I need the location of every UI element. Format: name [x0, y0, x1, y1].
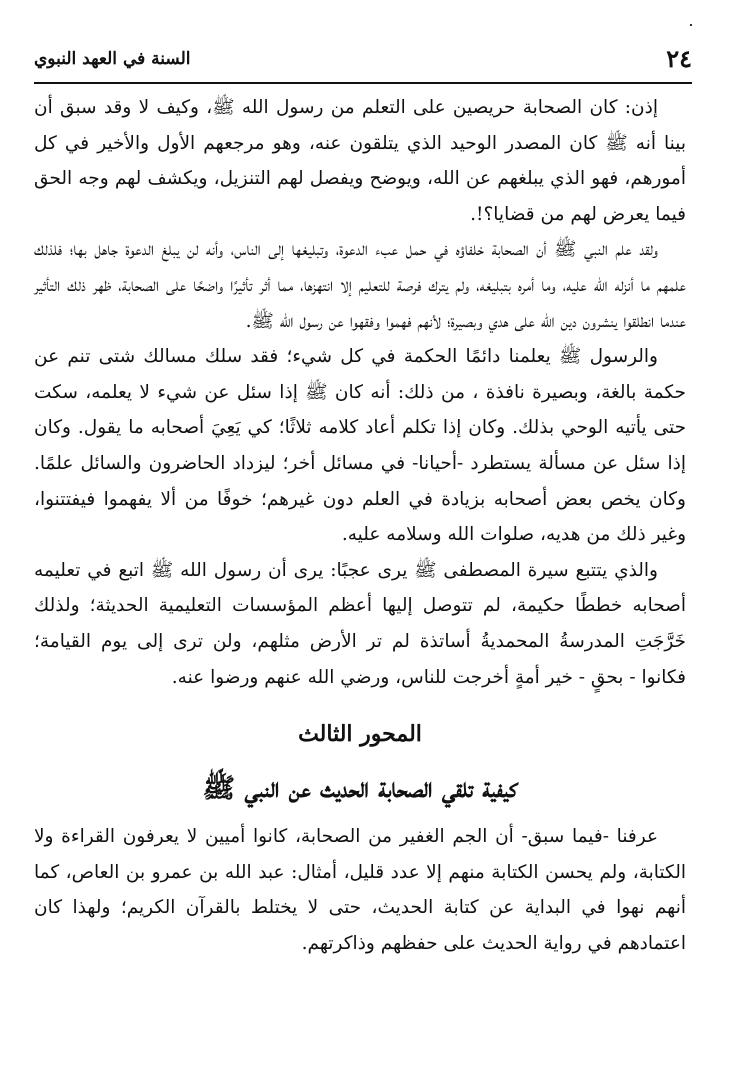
chapter-title: كيفية تلقي الصحابة الحديث عن النبي ﷺ	[202, 773, 518, 805]
section-title: المحور الثالث	[298, 721, 422, 748]
paragraph-3: والرسول ﷺ يعلمنا دائمًا الحكمة في كل شيء؛ فقد سلك مسالك شتى تنم عن حكمة بالغة، وبصيرة نافذة ، من ذلك: أنه كان ﷺ إذا سئل عن شيء لا يعلمه، سكت حتى يأتيه الوحي بذلك. وكان إذا تكلم أعاد كلامه ثلاثًا؛ كي يَعِيَ أصحابه ما يقول. وكان إذا سئل عن مسألة يستطرد -أحيانا- في مسائل أخر؛ ليزداد الحاضرون والسائل علمًا. وكان يخص بعض أصحابه بزيادة في العلم دون غيرهم؛ خوفًا من ألا يفهموا فيفتتنوا، وغير ذلك من هديه، صلوات الله وسلامه عليه.	[34, 346, 686, 546]
paragraph-1: إذن: كان الصحابة حريصين على التعلم من رسول الله ﷺ، وكيف لا وقد سبق أن بينا أنه ﷺ كان المصدر الوحيد الذي يتلقون عنه، وهو مرجعهم الأول والأخير في كل أمورهم، فهو الذي يبلغهم عن الله، ويوضح ويفصل لهم التنزيل، ويكشف لهم وجه الحق فيما يعرض لهم من قضايا؟!.	[34, 97, 686, 225]
header-rule	[34, 82, 692, 84]
page-body	[34, 90, 686, 961]
running-title: السنة في العهد النبوي	[34, 49, 191, 69]
page-header	[34, 44, 692, 74]
page-number: ٢٤	[666, 44, 692, 73]
paragraph-4: والذي يتتبع سيرة المصطفى ﷺ يرى عجبًا: يرى أن رسول الله ﷺ اتبع في تعليمه أصحابه خططًا حكيمة، لم تتوصل إليها أعظم المؤسسات التعليمية الحديثة؛ ولذلك خَرَّجَتِ المدرسةُ المحمديةُ أساتذة لم تر الأرض مثلهم، ولن ترى إلى يوم القيامة؛ فكانوا - بحقٍ - خير أمةٍ أخرجت للناس، ورضي الله عنهم ورضوا عنه.	[34, 559, 686, 688]
paragraph-5: عرفنا -فيما سبق- أن الجم الغفير من الصحابة، كانوا أميين لا يعرفون القراءة ولا الكتابة، ولم يحسن الكتابة منهم إلا عدد قليل، أمثال: عبد الله بن عمرو بن العاص، كما أنهم نهوا في البداية عن كتابة الحديث، حتى لا يختلط بالقرآن الكريم؛ ولهذا كان اعتمادهم في رواية الحديث على حفظهم وذاكرتهم.	[34, 826, 686, 954]
scan-speck	[690, 24, 692, 26]
paragraph-2: ولقد علم النبي ﷺ أن الصحابة خلفاؤه في حمل عبء الدعوة، وتبليغها إلى الناس، وأنه لن يبلغ الدعوة جاهل بها؛ فلذلك علمهم ما أنزله الله عليه، وما أمره بتبليغه، ولم يترك فرصة للتعليم إلا انتهزها، مما أثر تأثيرًا واضحًا على الصحابة، ظهر ذلك التأثير عندما انطلقوا ينشرون دين الله على هدي وبصيرة؛ لأنهم فهموا وفقهوا عن رسول الله ﷺ.	[34, 239, 686, 332]
